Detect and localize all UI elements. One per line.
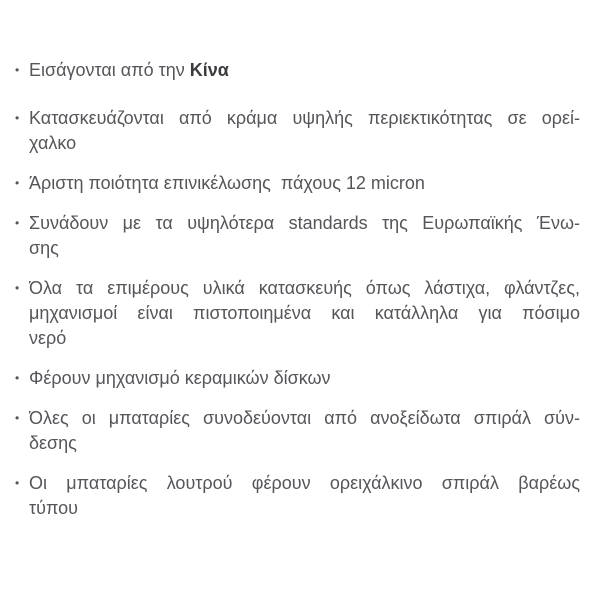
list-item — [15, 58, 582, 83]
bullet-icon: • — [15, 111, 20, 125]
list-item-text — [29, 171, 580, 196]
bullet-icon: • — [15, 216, 20, 230]
list-item-text — [29, 471, 580, 521]
text-line: Φέρουν μηχανισμό κεραμικών δίσκων — [29, 368, 331, 388]
text-line: Όλα τα επιμέρους υλικά κατασκευής όπως λάστιχα, φλάντζες, — [29, 278, 580, 298]
text-line: Όλες οι μπαταρίες συνοδεύονται από ανοξείδωτα σπιράλ σύν- — [29, 408, 580, 428]
list-item — [15, 106, 582, 156]
list-item-text — [29, 276, 580, 351]
text-segment: Εισάγονται από την — [29, 60, 190, 80]
text-line: Κατασκευάζονται από κράμα υψηλής περιεκτικότητας σε ορεί- — [29, 108, 580, 128]
list-item — [15, 211, 582, 261]
list-item — [15, 406, 582, 456]
bullet-icon: • — [15, 411, 20, 425]
text-line: σης — [29, 238, 59, 258]
list-item — [15, 366, 582, 391]
bullet-icon: • — [15, 476, 20, 490]
text-line: Άριστη ποιότητα επινικέλωσης πάχους 12 micron — [29, 173, 425, 193]
text-line: Οι μπαταρίες λουτρού φέρουν ορειχάλκινο σπιράλ βαρέως — [29, 473, 580, 493]
list-item-text — [29, 406, 580, 456]
list-item — [15, 471, 582, 521]
text-line: μηχανισμοί είναι πιστοποιημένα και κατάλληλα για πόσιμο — [29, 303, 580, 323]
bullet-icon: • — [15, 371, 20, 385]
list-item — [15, 276, 582, 351]
text-line: νερό — [29, 328, 67, 348]
text-line: δεσης — [29, 433, 77, 453]
text-line: χαλκο — [29, 133, 77, 153]
bold-text: Κίνα — [189, 60, 229, 80]
list-item-text — [29, 58, 580, 83]
list-item-text — [29, 106, 580, 156]
bullet-icon: • — [15, 281, 20, 295]
list-item-text — [29, 211, 580, 261]
text-line: τύπου — [29, 498, 78, 518]
text-line — [29, 58, 580, 83]
bullet-icon: • — [15, 63, 20, 77]
list-item — [15, 171, 582, 196]
list-item-text — [29, 366, 580, 391]
text-line: Συνάδουν με τα υψηλότερα standards της Ευρωπαϊκής Ένω- — [29, 213, 580, 233]
bullet-icon: • — [15, 176, 20, 190]
